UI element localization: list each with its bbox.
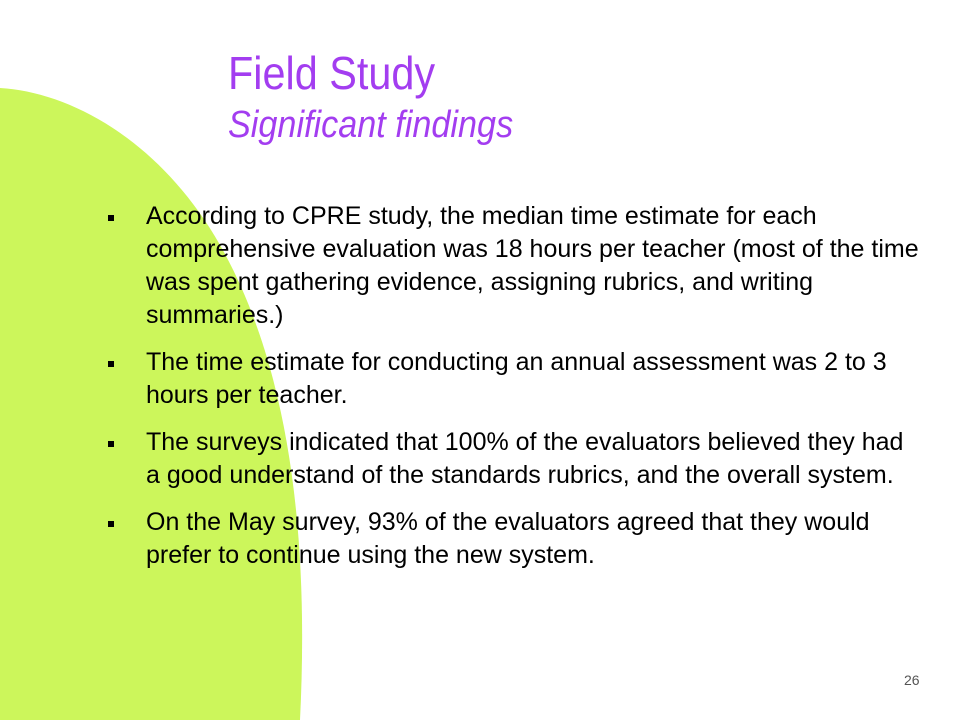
bullet-item: [104, 426, 924, 492]
bullet-text: On the May survey, 93% of the evaluators agreed that they would prefer to continue using the new system.: [146, 508, 870, 569]
slide-subtitle: Significant findings: [228, 104, 514, 146]
square-bullet-icon: [108, 441, 114, 447]
slide-title: Field Study: [228, 47, 436, 99]
square-bullet-icon: [108, 361, 114, 367]
bullet-text: The surveys indicated that 100% of the evaluators believed they had a good understand of the standards rubrics, and the overall system.: [146, 428, 904, 489]
title-block: [228, 47, 545, 146]
bullet-text: The time estimate for conducting an annual assessment was 2 to 3 hours per teacher.: [146, 348, 887, 409]
square-bullet-icon: [108, 521, 114, 527]
bullet-item: [104, 200, 924, 332]
bullet-list: [104, 200, 924, 586]
page-number: 26: [904, 672, 920, 688]
bullet-item: [104, 506, 924, 572]
square-bullet-icon: [108, 215, 114, 221]
bullet-text: According to CPRE study, the median time estimate for each comprehensive evaluation was 18 hours per teacher (most of the time was spent gathering evidence, assigning rubrics, and writing summaries.): [146, 202, 919, 329]
bullet-item: [104, 346, 924, 412]
